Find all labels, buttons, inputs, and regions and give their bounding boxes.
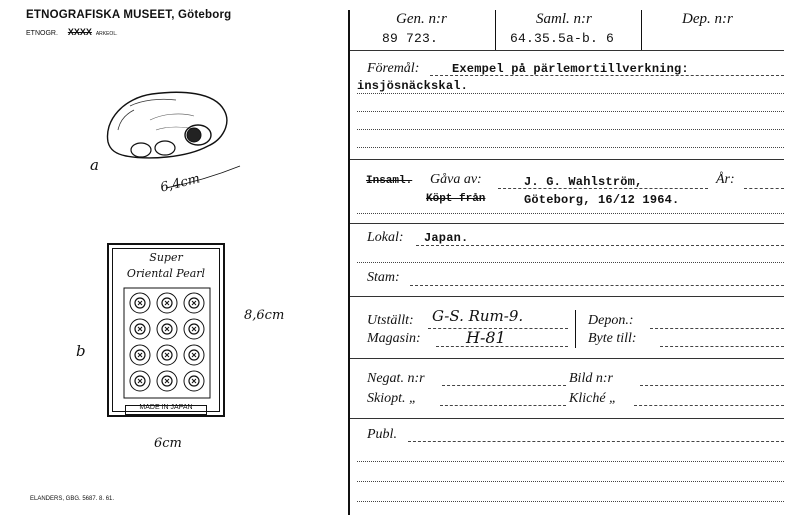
depon-label: Depon.: [588, 313, 634, 328]
utstallt-divider [575, 310, 576, 348]
section-rule-1 [350, 159, 784, 160]
magasin-rule [436, 346, 568, 347]
stam-rule [410, 285, 784, 286]
gava-label: Gåva av: [430, 172, 482, 187]
foremal-label: Föremål: [367, 61, 420, 76]
bild-rule [640, 385, 784, 386]
foremal-line1: Exempel på pärlemortillverkning: [452, 62, 689, 76]
department-line [26, 27, 118, 37]
depon-rule [650, 328, 784, 329]
byte-label: Byte till: [588, 331, 637, 346]
publ-rule [408, 441, 784, 442]
gava-rule-2 [357, 213, 784, 214]
pearl-button-holes [165, 301, 169, 305]
pearl-button-holes [165, 379, 169, 383]
pearl-button-holes [138, 379, 142, 383]
card-brand-line2: Oriental Pearl [126, 267, 206, 280]
card-brand-line1: Super [149, 251, 183, 264]
foremal-rule [430, 75, 784, 76]
publ-label: Publ. [367, 427, 397, 442]
lokal-rule-2 [357, 262, 784, 263]
foremal-line2: insjösnäckskal. [357, 79, 469, 93]
utstallt-label: Utställt: [367, 313, 414, 328]
form-left-border [348, 10, 350, 515]
department-etnogr: ETNOGR. [26, 30, 58, 37]
gava-place-date: Göteborg, 16/12 1964. [524, 193, 680, 207]
buttons-grid [123, 287, 211, 399]
lokal-rule [416, 245, 784, 246]
publ-rule-2 [357, 461, 784, 462]
printer-imprint: ELANDERS, GBG. 5687. 8. 61. [30, 496, 115, 502]
ar-label: År: [716, 172, 735, 187]
lokal-value: Japan. [424, 231, 469, 245]
lokal-label: Lokal: [367, 230, 404, 245]
pearl-button-holes [138, 353, 142, 357]
pearl-button-holes [165, 327, 169, 331]
section-rule-2 [350, 223, 784, 224]
cliche-rule [634, 405, 784, 406]
pearl-button-holes [138, 327, 142, 331]
dep-nr-label: Dep. n:r [682, 11, 733, 27]
saml-nr-value: 64.35.5a-b. 6 [510, 31, 615, 46]
card-made-in: MADE IN JAPAN [139, 404, 193, 411]
magasin-value: H-81 [466, 328, 506, 347]
dimension-shell: 6,4cm [158, 171, 202, 196]
foremal-rule-5 [357, 147, 784, 148]
foremal-rule-2 [357, 93, 784, 94]
negat-label: Negat. n:r [367, 371, 425, 386]
header-bottom-rule [350, 50, 784, 51]
pearl-button-holes [192, 379, 196, 383]
pearl-button-holes [165, 353, 169, 357]
section-rule-4 [350, 358, 784, 359]
gava-donor: J. G. Wahlström, [524, 175, 643, 189]
skiopt-label: Skiopt. „ [367, 391, 417, 406]
byte-rule [660, 346, 784, 347]
bild-label: Bild n:r [569, 371, 613, 386]
drawing-label-b: b [76, 342, 86, 360]
gen-nr-label: Gen. n:r [396, 11, 447, 27]
section-rule-3 [350, 296, 784, 297]
stam-label: Stam: [367, 270, 400, 285]
header-divider-1 [495, 10, 496, 50]
gava-struck-insaml: Insaml. [366, 175, 413, 187]
saml-nr-label: Saml. n:r [536, 11, 592, 27]
pearl-button-holes [138, 301, 142, 305]
gen-nr-value: 89 723. [382, 31, 439, 46]
department-struck: XXXX [67, 27, 92, 37]
skiopt-rule [440, 405, 566, 406]
pearl-button-holes [192, 353, 196, 357]
gava-rule [498, 188, 708, 189]
foremal-rule-4 [357, 129, 784, 130]
negat-rule [442, 385, 566, 386]
pearl-button-holes [192, 327, 196, 331]
header-divider-2 [641, 10, 642, 50]
pearl-button-holes [192, 301, 196, 305]
museum-name: ETNOGRAFISKA MUSEET, Göteborg [26, 9, 232, 21]
magasin-label: Magasin: [367, 331, 421, 346]
section-rule-5 [350, 418, 784, 419]
gava-struck-kopt: Köpt från [426, 193, 486, 205]
cliche-label: Kliché „ [569, 391, 617, 406]
utstallt-value: G-S. Rum-9. [432, 307, 524, 325]
button-card-drawing [107, 243, 225, 417]
publ-rule-3 [357, 481, 784, 482]
ar-rule [744, 188, 784, 189]
foremal-rule-3 [357, 111, 784, 112]
publ-rule-4 [357, 501, 784, 502]
drawing-label-a: a [90, 156, 99, 174]
dimension-width: 6cm [154, 436, 182, 451]
department-arkeol: ARKEOL. [95, 31, 118, 37]
dimension-height: 8,6cm [244, 308, 285, 323]
